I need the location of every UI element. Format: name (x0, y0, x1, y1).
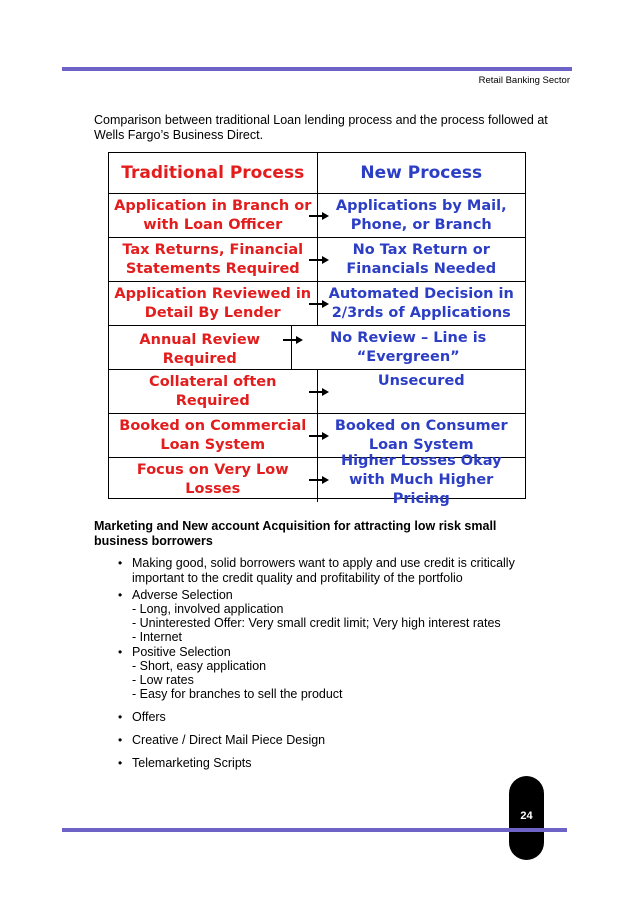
traditional-cell: Focus on Very Low Losses (136, 462, 289, 497)
sub-item: - Uninterested Offer: Very small credit limit; Very high interest rates (132, 616, 501, 630)
right-arrow-icon (309, 299, 329, 309)
new-cell: Automated Decision in 2/3rds of Applications (328, 285, 514, 321)
section-heading: Marketing and New account Acquisition for attracting low risk small business borrowers (94, 519, 497, 548)
table-header-row (109, 153, 525, 194)
bullet-text: Creative / Direct Mail Piece Design (132, 733, 326, 747)
list-item (118, 733, 538, 747)
bullet-icon: • (118, 645, 123, 659)
bullet-icon: • (118, 756, 123, 770)
bullet-text: Offers (132, 710, 166, 724)
sub-item: - Internet (132, 630, 183, 644)
traditional-cell: Annual Review Required (139, 332, 261, 367)
header-title: Retail Banking Sector (478, 75, 570, 86)
table-row (109, 194, 525, 238)
table-row (109, 370, 525, 414)
footer-rule (62, 828, 567, 832)
right-arrow-icon (309, 431, 329, 441)
bullet-icon: • (118, 733, 123, 747)
comparison-table (108, 152, 526, 507)
table-row (109, 238, 525, 282)
new-cell: Higher Losses Okay with Much Higher Pricing (340, 452, 502, 507)
bullet-text: Telemarketing Scripts (132, 756, 252, 770)
header-rule (62, 67, 572, 71)
table-row (109, 452, 525, 507)
right-arrow-icon (309, 475, 329, 485)
sub-item: - Easy for branches to sell the product (132, 687, 343, 701)
intro-paragraph: Comparison between traditional Loan lending process and the process followed at Wells Fargo’s Business Direct. (94, 113, 548, 142)
traditional-cell: Application Reviewed in Detail By Lender (114, 285, 312, 321)
list-item (118, 588, 538, 644)
traditional-cell: Collateral often Required (149, 373, 277, 409)
right-arrow-icon (309, 387, 329, 397)
new-cell: No Review – Line is “Evergreen” (330, 329, 487, 365)
list-item (118, 645, 538, 701)
new-cell: Booked on Consumer Loan System (334, 417, 508, 453)
bullet-text: Positive Selection (132, 645, 231, 659)
table-row (109, 282, 525, 326)
bullet-list (118, 556, 538, 770)
sub-item: - Low rates (132, 673, 194, 687)
table-row (109, 326, 525, 370)
right-arrow-icon (309, 211, 329, 221)
sub-item: - Short, easy application (132, 659, 267, 673)
list-item (118, 556, 538, 586)
right-arrow-icon (309, 255, 329, 265)
traditional-cell: Tax Returns, Financial Statements Required (122, 241, 304, 277)
bullet-text: Adverse Selection (132, 588, 233, 602)
new-cell: Applications by Mail, Phone, or Branch (335, 197, 507, 233)
bullet-icon: • (118, 556, 123, 570)
bullet-icon: • (118, 710, 123, 724)
sub-item: - Long, involved application (132, 602, 284, 616)
list-item (118, 756, 538, 770)
list-item (118, 710, 538, 724)
header-new-process: New Process (360, 162, 483, 183)
traditional-cell: Booked on Commercial Loan System (119, 417, 307, 453)
new-cell: Unsecured (377, 373, 465, 389)
header-traditional-process: Traditional Process (109, 153, 318, 193)
bullet-icon: • (118, 588, 123, 602)
page-number-badge: 24 (509, 776, 544, 860)
bullet-text: Making good, solid borrowers want to apply and use credit is critically important to the credit quality and profitability of the portfolio (132, 556, 515, 585)
new-cell: No Tax Return or Financials Needed (346, 241, 497, 277)
right-arrow-icon (283, 335, 303, 345)
traditional-cell: Application in Branch or with Loan Officer (114, 197, 312, 233)
